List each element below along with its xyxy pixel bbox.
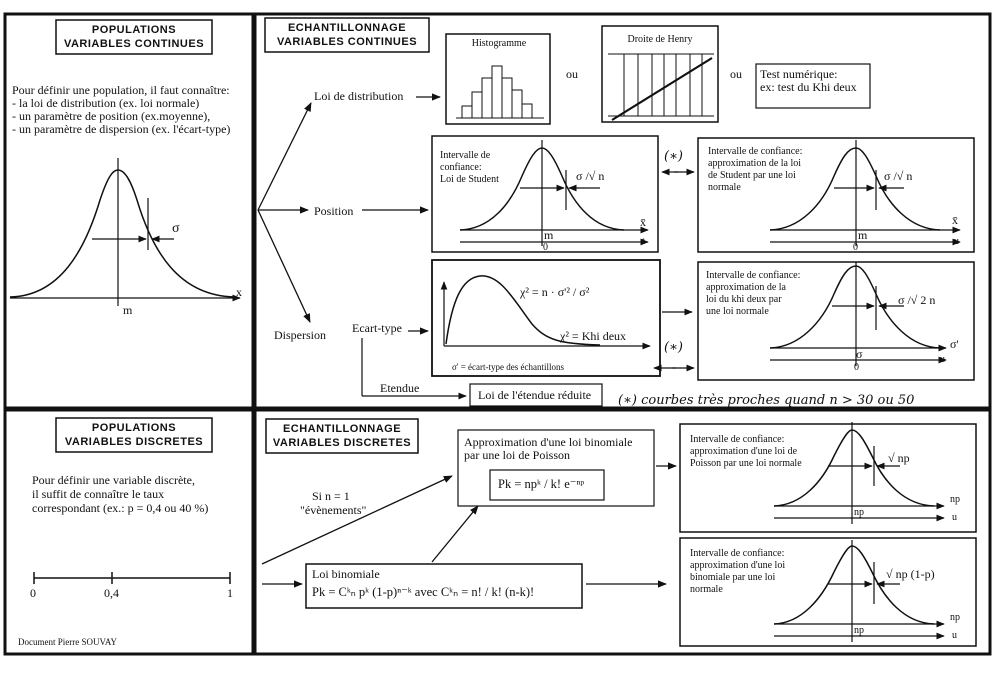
ech-disc-title-2: VARIABLES DISCRETES — [272, 437, 412, 449]
ic-poisson-line-2: approximation d'une loi de — [690, 446, 798, 457]
pop-cont-bullet-1: - la loi de distribution (ex. loi normale) — [12, 96, 200, 110]
approx-student-u: u — [954, 236, 959, 247]
ic-poisson-np-2: np — [854, 507, 864, 518]
approx-chi-line-2: approximation de la — [706, 282, 786, 293]
dispersion-label: Dispersion — [274, 328, 326, 342]
approx-chi-u: u — [940, 354, 945, 365]
arrow-to-poisson-branch — [262, 476, 452, 564]
approx-chi-formula: σ /√ 2 n — [898, 293, 936, 307]
ic-poisson-formula: √ np — [888, 451, 910, 465]
ic-binomial-np: np — [950, 612, 960, 623]
scale-label-0: 0 — [30, 586, 36, 600]
document-credit: Document Pierre SOUVAY — [18, 637, 117, 647]
star-1: (∗) — [664, 149, 683, 164]
approx-student-xbar: x̄ — [952, 213, 958, 227]
ic-binomial-line-4: normale — [690, 584, 723, 595]
pop-cont-sigma: σ — [172, 221, 180, 236]
poisson-title-1: Approximation d'une loi binomiale — [464, 435, 633, 449]
ic-poisson-line-1: Intervalle de confiance: — [690, 434, 785, 445]
ou-1: ou — [566, 67, 578, 81]
ic-binomial-line-1: Intervalle de confiance: — [690, 548, 785, 559]
scale-label-1: 1 — [227, 586, 233, 600]
student-line-1: Intervalle de — [440, 150, 491, 161]
approx-chi-line-3: loi du khi deux par — [706, 294, 782, 305]
pop-disc-title-2: VARIABLES DISCRETES — [64, 436, 204, 448]
ic-binomial-formula: √ np (1-p) — [886, 567, 935, 581]
ic-poisson-u: u — [952, 512, 957, 523]
panel-echantillonnage-continues — [255, 14, 990, 408]
poisson-title-2: par une loi de Poisson — [464, 448, 570, 462]
student-formula: σ /√ n — [576, 169, 605, 183]
student-line-2: confiance: — [440, 162, 482, 173]
student-zero: 0 — [543, 242, 548, 253]
approx-student-line-4: normale — [708, 182, 741, 193]
test-numerique-line-2: ex: test du Khi deux — [760, 80, 857, 94]
chi-note: σ' = écart-type des échantillons — [452, 362, 565, 372]
ic-binomial-u: u — [952, 630, 957, 641]
binomial-formula: Pk = Cᵏₙ pᵏ (1-p)ⁿ⁻ᵏ avec Cᵏₙ = n! / k! (n-k)! — [312, 585, 535, 599]
histogram-bars — [456, 66, 544, 118]
chi-name: χ² = Khi deux — [560, 329, 627, 343]
pop-cont-m-label: m — [123, 303, 133, 317]
pop-disc-line-1: Pour définir une variable discrète, — [32, 473, 195, 487]
position-label: Position — [314, 204, 354, 218]
pop-cont-title-2: VARIABLES CONTINUES — [63, 38, 205, 50]
etendue-label: Etendue — [380, 381, 420, 395]
pop-disc-line-2: il suffit de connaître le taux — [32, 487, 165, 501]
ech-cont-title-2: VARIABLES CONTINUES — [276, 36, 418, 48]
pop-cont-bullet-2: - un paramètre de position (ex.moyenne), — [12, 109, 211, 123]
ech-disc-title-1: ECHANTILLONNAGE — [282, 423, 402, 435]
si-n1-label: Si n = 1 — [312, 489, 350, 503]
approx-chi-sigma: σ — [856, 347, 863, 361]
droite-henry-label: Droite de Henry — [627, 34, 693, 45]
approx-chi-sigmap: σ' — [950, 337, 959, 351]
approx-chi-zero: 0 — [854, 362, 859, 373]
ecart-type-label: Ecart-type — [352, 321, 402, 335]
pop-disc-title-1: POPULATIONS — [91, 422, 177, 434]
handwritten-note: (∗) courbes très proches quand n > 30 ou 50 — [618, 393, 915, 408]
loi-distribution-label: Loi de distribution — [314, 89, 404, 103]
student-xbar: x̄ — [640, 215, 646, 229]
ic-binomial-line-3: binomiale par une loi — [690, 572, 776, 583]
panel-populations-continues — [5, 14, 253, 408]
approx-student-line-2: approximation de la loi — [708, 158, 802, 169]
student-t: t — [642, 236, 645, 247]
ou-2: ou — [730, 67, 742, 81]
approx-student-line-1: Intervalle de confiance: — [708, 146, 803, 157]
ic-poisson-np: np — [950, 494, 960, 505]
arrow-to-dispersion — [258, 210, 310, 322]
approx-chi-line-4: une loi normale — [706, 306, 769, 317]
ic-poisson-line-3: Poisson par une loi normale — [690, 458, 802, 469]
approx-student-line-3: de Student par une loi — [708, 170, 796, 181]
approx-student-zero: 0 — [853, 242, 858, 253]
approx-student-m: m — [858, 228, 868, 242]
arrow-to-loi-distribution — [258, 103, 311, 210]
loi-etendue-label: Loi de l'étendue réduite — [478, 388, 592, 402]
pop-cont-bullet-3: - un paramètre de dispersion (ex. l'écart-type) — [12, 122, 231, 136]
test-numerique-line-1: Test numérique: — [760, 67, 838, 81]
ic-binomial-np-2: np — [854, 625, 864, 636]
ic-binomial-curve — [774, 546, 934, 624]
chi-box — [432, 260, 660, 376]
student-line-3: Loi de Student — [440, 174, 499, 185]
histogramme-label: Histogramme — [471, 38, 527, 49]
ic-binomial-line-2: approximation d'une loi — [690, 560, 786, 571]
ech-cont-title-1: ECHANTILLONNAGE — [287, 22, 407, 34]
pop-disc-line-3: correspondant (ex.: p = 0,4 ou 40 %) — [32, 501, 209, 515]
evenements-label: "évènements" — [300, 503, 367, 517]
poisson-formula: Pk = npᵏ / k! e⁻ⁿᵖ — [498, 477, 585, 491]
pop-cont-x-label: x — [236, 285, 242, 299]
star-2: (∗) — [664, 340, 683, 355]
approx-chi-line-1: Intervalle de confiance: — [706, 270, 801, 281]
scale-label-04: 0,4 — [104, 586, 119, 600]
binomial-title: Loi binomiale — [312, 567, 380, 581]
chi-formula: χ² = n · σ'² / σ² — [520, 285, 590, 299]
approx-student-formula: σ /√ n — [884, 169, 913, 183]
pop-cont-intro: Pour définir une population, il faut connaître: — [12, 83, 230, 97]
student-m: m — [544, 228, 554, 242]
normal-curve-population — [10, 170, 235, 297]
arrow-binomial-to-poisson — [432, 506, 478, 562]
henry-grid — [608, 54, 714, 120]
pop-cont-title-1: POPULATIONS — [91, 24, 177, 36]
